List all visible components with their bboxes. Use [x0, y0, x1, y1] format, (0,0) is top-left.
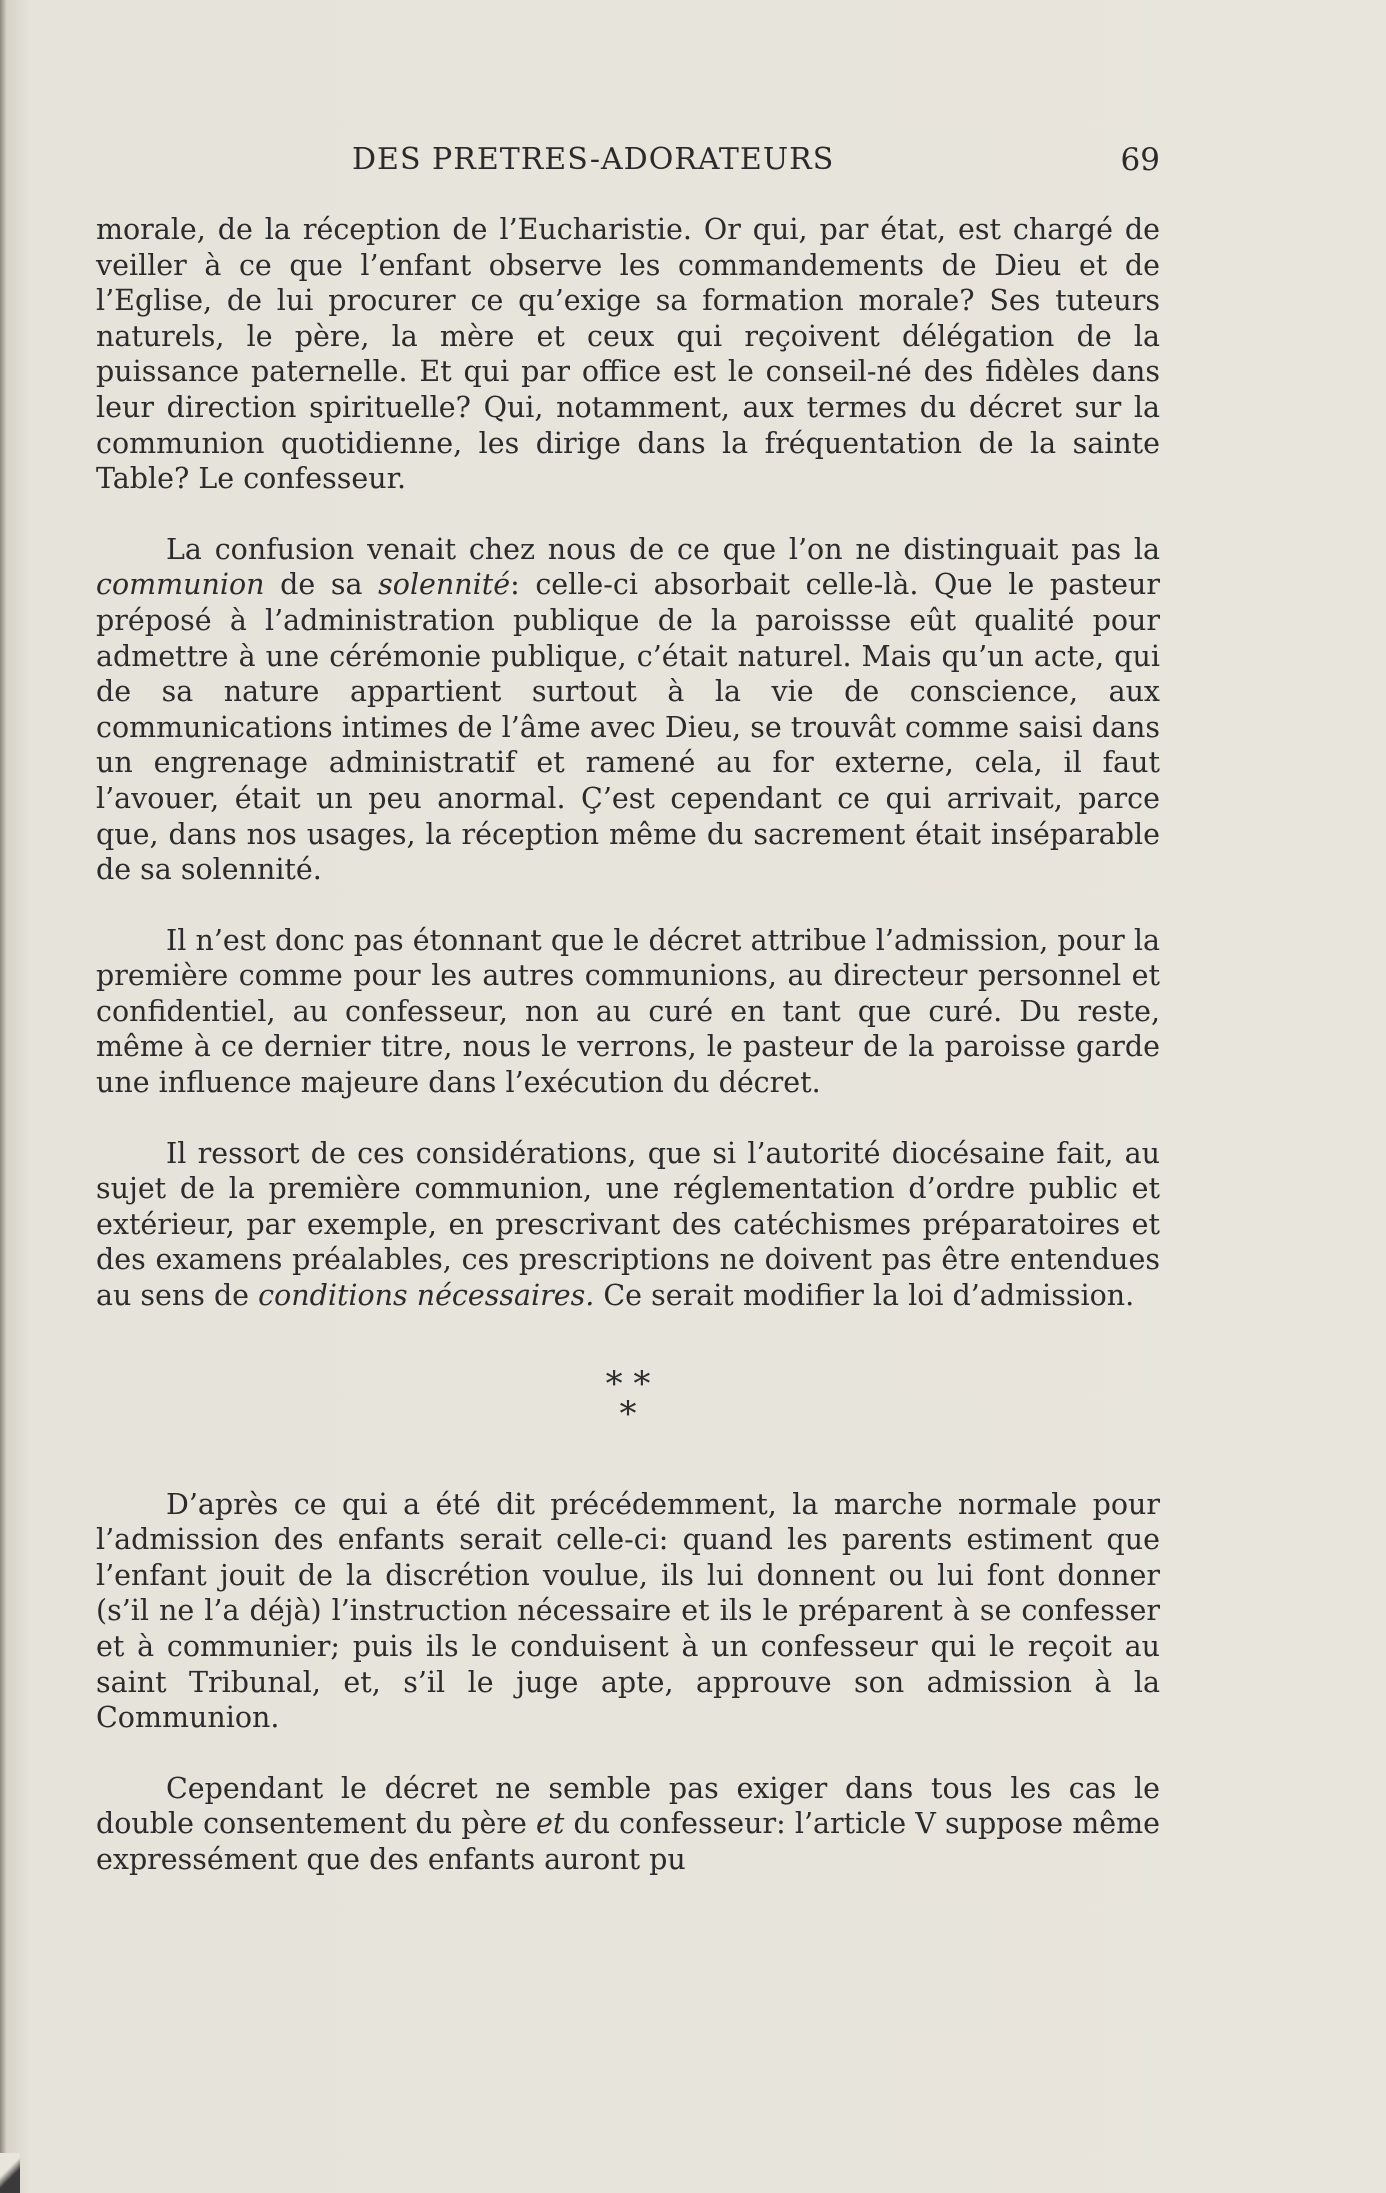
- book-spine-shadow: [0, 0, 6, 2193]
- page-corner-shadow: [0, 2153, 20, 2193]
- paragraph-6-part2: du confesseur: l’article V suppose même expressément que des enfants auront pu: [96, 1807, 1161, 1876]
- paragraph-4-part2: Ce serait modifier la loi d’admission.: [594, 1279, 1135, 1313]
- paragraph-6-part1: Cependant le décret ne semble pas exiger dans tous les cas le double consentement du père: [96, 1771, 1160, 1841]
- paragraph-4-emphasis-conditions: conditions nécessaires.: [258, 1279, 595, 1313]
- asterism-bottom: *: [619, 1393, 637, 1434]
- paragraph-2-emphasis-communion: communion: [96, 568, 265, 602]
- paragraph-2: [96, 532, 1160, 888]
- paragraph-2-part1: La confusion venait chez nous de ce que l’on ne distinguait pas la: [166, 532, 1160, 566]
- running-title: DES PRETRES-ADORATEURS: [352, 142, 835, 177]
- paragraph-2-emphasis-solennite: solennité: [378, 568, 511, 602]
- page-body: [96, 212, 1160, 1878]
- paragraph-4-part1: Il ressort de ces considérations, que si l’autorité diocésaine fait, au sujet de la première communion, une réglementation d’ordre public et extérieur, par exemple, en prescrivant des catéchismes préparatoires et des examens préalables, ces prescriptions ne doivent pas être entendues au sens de: [96, 1136, 1160, 1313]
- section-asterism: [96, 1363, 1160, 1434]
- page-number: 69: [1120, 142, 1160, 178]
- paragraph-6: [96, 1771, 1160, 1878]
- paragraph-1: morale, de la réception de l’Eucharistie. Or qui, par état, est chargé de veiller à ce que l’enfant observe les commandements de Dieu et de l’Eglise, de lui procurer ce qu’exige sa formation morale? Ses tuteurs naturels, le père, la mère et ceux qui reçoivent délégation de la puissance paternelle. Et qui par office est le conseil-né des fidèles dans leur direction spirituelle? Qui, notamment, aux termes du décret sur la communion quotidienne, les dirige dans la fréquentation de la sainte Table? Le confesseur.: [96, 213, 1160, 496]
- paragraph-5: D’après ce qui a été dit précédemment, la marche normale pour l’admission des enfants serait celle-ci: quand les parents estiment que l’enfant jouit de la discrétion voulue, ils lui donnent ou lui font donner (s’il ne l’a déjà) l’instruction nécessaire et ils le préparent à se confesser et à communier; puis ils le conduisent à un confesseur qui le reçoit au saint Tribunal, et, s’il le juge apte, approuve son admission à la Communion.: [96, 1487, 1160, 1735]
- paragraph-2-part2: de sa: [264, 568, 379, 602]
- page-header: [96, 142, 1160, 186]
- paragraph-3: Il n’est donc pas étonnant que le décret attribue l’admission, pour la première comme pour les autres communions, au directeur personnel et confidentiel, au confesseur, non au curé en tant que curé. Du reste, même à ce dernier titre, nous le verrons, le pasteur de la paroisse garde une influence majeure dans l’exécution du décret.: [96, 923, 1160, 1100]
- paragraph-2-part3: : celle-ci absorbait celle-là. Que le pasteur préposé à l’administration publique de la paroissse eût qualité pour admettre à une cérémonie publique, c’était naturel. Mais qu’un acte, qui de sa nature appartient surtout à la vie de conscience, aux communications intimes de l’âme avec Dieu, se trouvât comme saisi dans un engrenage administratif et ramené au for externe, cela, il faut l’avouer, était un peu anormal. Ç’est cependant ce qui arrivait, parce que, dans nos usages, la réception même du sacrement était inséparable de sa solennité.: [96, 568, 1161, 887]
- paragraph-4: [96, 1136, 1160, 1314]
- paragraph-6-emphasis-et: et: [536, 1807, 565, 1841]
- asterism-top: * *: [605, 1363, 651, 1404]
